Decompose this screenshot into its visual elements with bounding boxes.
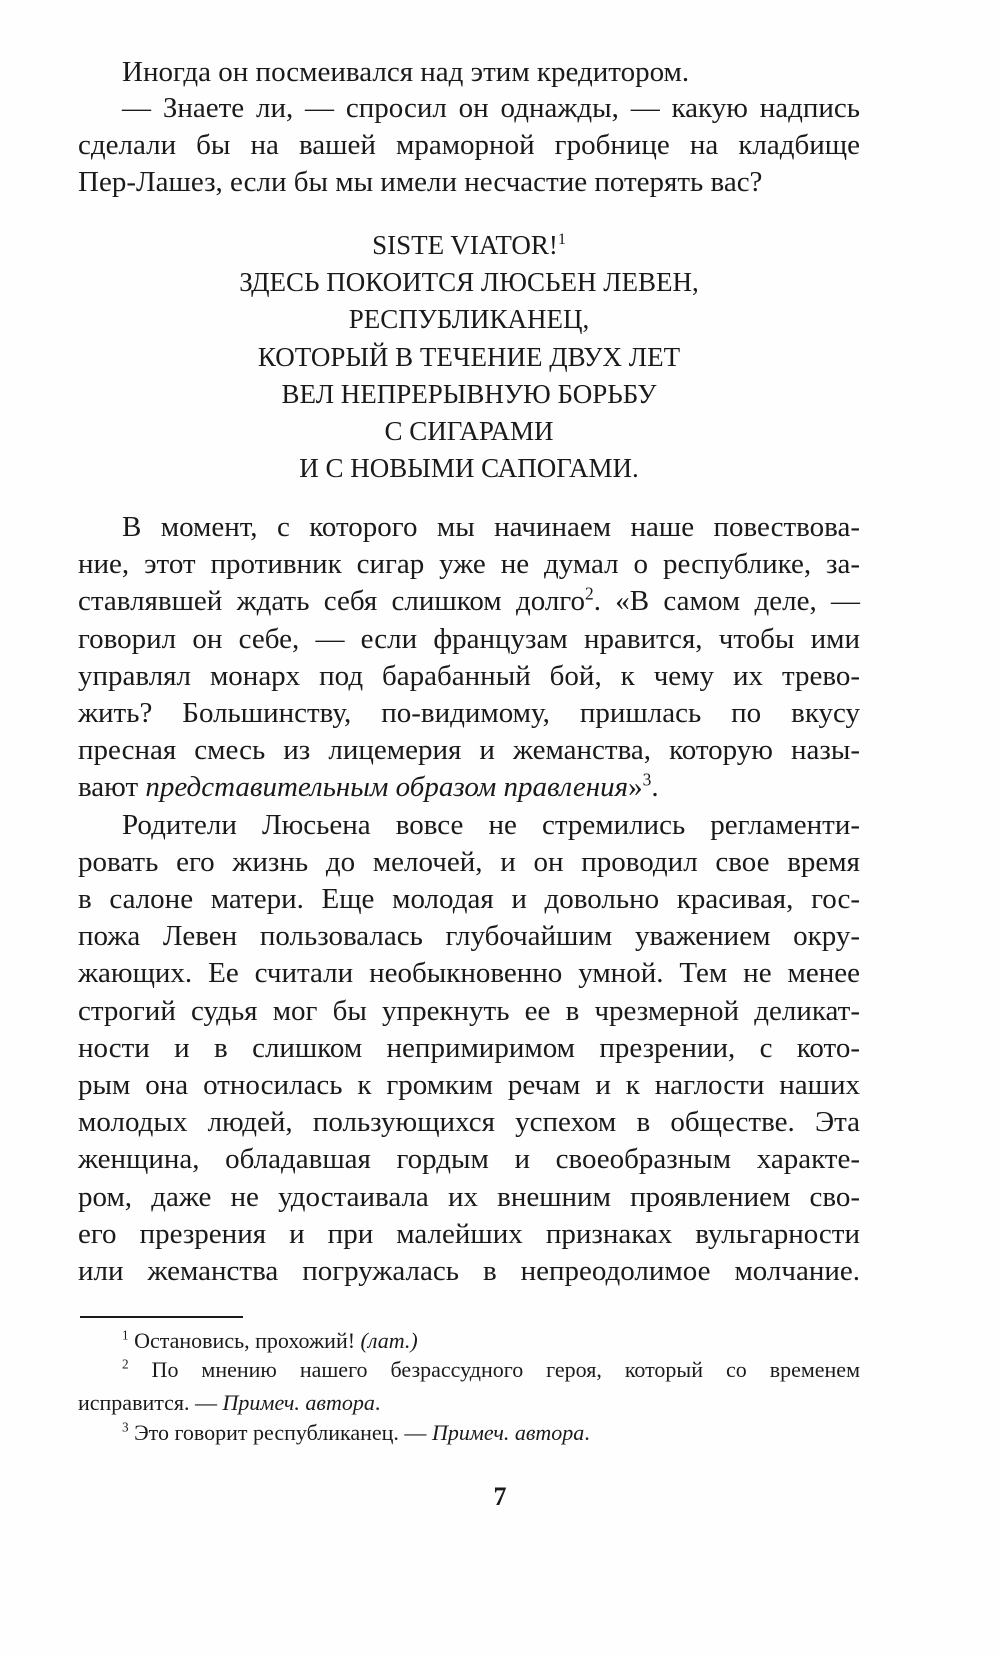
- text-line: [78, 1180, 860, 1214]
- text-run: пресная смесь из лицемерия и жеманства, которую назы-: [78, 734, 860, 766]
- text-line: [78, 622, 860, 656]
- text-line: [78, 770, 860, 804]
- text-line: [78, 547, 860, 581]
- italic-text: представительным образом правления: [145, 771, 629, 803]
- text-run: Это говорит республиканец. —: [128, 1420, 432, 1445]
- text-line: [78, 128, 860, 162]
- text-line: [78, 733, 860, 767]
- text-run: Пер-Лашез, если бы мы имели несчастие потерять вас?: [78, 166, 763, 198]
- text-run: пожа Левен пользовалась глубочайшим уважением окру-: [78, 920, 860, 952]
- footnote-line: [78, 1389, 860, 1417]
- text-run: SISTE VIATOR!: [372, 230, 558, 260]
- text-run: исправится. —: [78, 1390, 223, 1415]
- text-run: жить? Большинству, по-видимому, пришлась по вкусу: [78, 697, 860, 729]
- text-run: . «В самом деле, —: [593, 585, 861, 617]
- page-number: 7: [493, 1482, 507, 1511]
- text-line: [78, 1105, 860, 1139]
- text-line: [78, 165, 860, 199]
- text-run: .: [651, 771, 659, 803]
- footnote-divider: [80, 1316, 243, 1318]
- text-run: в салоне матери. Еще молодая и довольно красивая, гос-: [78, 883, 860, 915]
- text-run: РЕСПУБЛИКАНЕЦ,: [348, 304, 590, 335]
- inscription-line: [78, 228, 860, 262]
- text-run: КОТОРЫЙ В ТЕЧЕНИЕ ДВУХ ЛЕТ: [257, 341, 681, 372]
- text-run: ром, даже не удостаивала их внешним проявлением сво-: [78, 1181, 860, 1213]
- footnote-marker: 2: [122, 1356, 129, 1372]
- text-line: [78, 919, 860, 953]
- text-run: »: [628, 771, 643, 803]
- text-run: ровать его жизнь до мелочей, и он проводил свое время: [78, 846, 860, 878]
- text-run: ставлявшей ждать себя слишком долго: [78, 585, 585, 617]
- text-line: [78, 659, 860, 693]
- text-run: говорил он себе, — если французам нравится, чтобы ими: [78, 623, 860, 655]
- text-run: По мнению нашего безрассудного героя, который со временем: [128, 1357, 860, 1382]
- text-run: вают: [78, 771, 146, 803]
- inscription-line: [78, 302, 860, 336]
- text-run: Родители Люсьена вовсе не стремились регламенти-: [122, 809, 860, 841]
- text-line: [122, 808, 860, 842]
- text-run: .: [584, 1420, 590, 1445]
- text-line: [78, 584, 860, 618]
- inscription-line: [78, 265, 860, 299]
- text-line: [78, 882, 860, 916]
- inscription-line: [78, 377, 860, 411]
- text-run: И С НОВЫМИ САПОГАМИ.: [299, 453, 639, 484]
- text-run: или жеманства погружалась в непреодолимое молчание.: [78, 1255, 860, 1287]
- text-run: молодых людей, пользующихся успехом в обществе. Эта: [78, 1106, 860, 1138]
- text-run: его презрения и при малейших признаках вульгарности: [78, 1218, 860, 1250]
- footnote-line: [122, 1356, 860, 1384]
- text-run: — Знаете ли, — спросил он однажды, — какую надпись: [122, 92, 860, 124]
- inscription-line: [78, 414, 860, 448]
- italic-text: (лат.): [360, 1328, 418, 1353]
- text-run: рым она относилась к громким речам и к наглости наших: [78, 1069, 860, 1101]
- text-run: сделали бы на вашей мраморной гробнице на кладбище: [78, 129, 860, 161]
- text-line: [78, 1142, 860, 1176]
- text-run: Иногда он посмеивался над этим кредитором.: [122, 56, 690, 88]
- text-line: [78, 1031, 860, 1065]
- text-line: [78, 956, 860, 990]
- text-line: [78, 1068, 860, 1102]
- text-run: строгий судья мог бы упрекнуть ее в чрезмерной деликат-: [78, 995, 860, 1027]
- footnote-line: [122, 1327, 860, 1355]
- footnote-marker: 2: [584, 583, 594, 604]
- text-run: В момент, с которого мы начинаем наше повествова-: [122, 511, 860, 543]
- footnote-marker: 3: [642, 769, 652, 790]
- text-run: ние, этот противник сигар уже не думал о республике, за-: [78, 548, 860, 580]
- text-run: ности и в слишком непримиримом презрении, с кото-: [78, 1032, 860, 1064]
- italic-text: Примеч. автора: [431, 1420, 585, 1445]
- footnote-marker: 1: [122, 1327, 129, 1343]
- text-line: [78, 696, 860, 730]
- text-line: [78, 1217, 860, 1251]
- inscription-line: [78, 340, 860, 374]
- italic-text: Примеч. автора: [222, 1390, 375, 1415]
- text-run: ЗДЕСЬ ПОКОИТСЯ ЛЮСЬЕН ЛЕВЕН,: [239, 267, 699, 298]
- inscription-line: [78, 451, 860, 485]
- text-run: Остановись, прохожий!: [128, 1328, 361, 1353]
- footnote-line: [122, 1419, 860, 1447]
- text-line: [78, 994, 860, 1028]
- text-line: [122, 510, 860, 544]
- footnote-marker: 1: [557, 230, 566, 248]
- text-line: [78, 1254, 860, 1288]
- text-run: ВЕЛ НЕПРЕРЫВНУЮ БОРЬБУ: [281, 378, 657, 409]
- text-line: [122, 91, 860, 125]
- text-run: С СИГАРАМИ: [384, 416, 554, 446]
- text-line: [78, 845, 860, 879]
- text-run: женщина, обладавшая гордым и своеобразным характе-: [78, 1143, 860, 1175]
- text-run: жающих. Ее считали необыкновенно умной. Тем не менее: [78, 957, 860, 989]
- text-line: [122, 55, 860, 89]
- text-run: .: [374, 1390, 381, 1415]
- text-run: управлял монарх под барабанный бой, к чему их трево-: [78, 660, 860, 692]
- footnote-marker: 3: [122, 1419, 129, 1435]
